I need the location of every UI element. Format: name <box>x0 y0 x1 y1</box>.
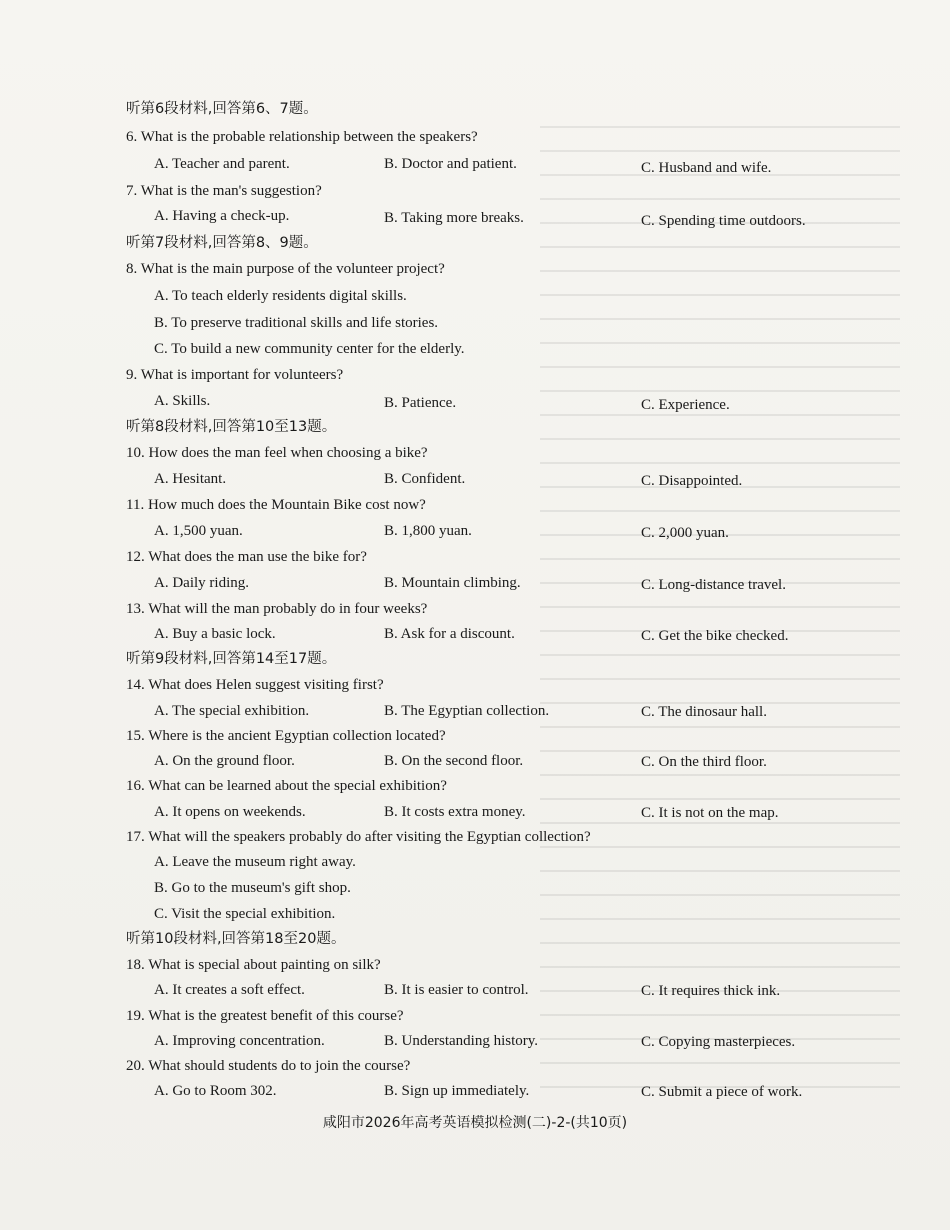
option-b: B. Ask for a discount. <box>384 626 515 642</box>
option-c: C. Submit a piece of work. <box>641 1084 803 1100</box>
option-b: B. Patience. <box>384 395 457 411</box>
option-b: B. Go to the museum's gift shop. <box>154 880 351 896</box>
question-stem: 11. How much does the Mountain Bike cost now? <box>126 497 426 513</box>
section-heading: 听第8段材料,回答第10至13题。 <box>126 419 337 435</box>
section-heading: 听第9段材料,回答第14至17题。 <box>126 651 337 667</box>
option-b: B. Understanding history. <box>384 1033 539 1049</box>
option-b: B. On the second floor. <box>384 753 524 769</box>
option-b: B. It is easier to control. <box>384 982 529 998</box>
question-stem: 17. What will the speakers probably do after visiting the Egyptian collection? <box>126 829 591 845</box>
option-a: A. To teach elderly residents digital skills. <box>154 288 407 304</box>
question-stem: 7. What is the man's suggestion? <box>126 183 322 199</box>
option-a: A. Daily riding. <box>154 575 249 591</box>
question-stem: 9. What is important for volunteers? <box>126 367 344 383</box>
option-c: C. It is not on the map. <box>641 805 779 821</box>
option-c: C. The dinosaur hall. <box>641 704 767 720</box>
option-a: A. Hesitant. <box>154 471 227 487</box>
option-b: B. Taking more breaks. <box>384 210 524 226</box>
option-b: B. Mountain climbing. <box>384 575 521 591</box>
option-c: C. Disappointed. <box>641 473 743 489</box>
option-a: A. It creates a soft effect. <box>154 982 305 998</box>
option-c: C. Get the bike checked. <box>641 628 789 644</box>
option-a: A. Having a check-up. <box>154 208 290 224</box>
question-stem: 8. What is the main purpose of the volunteer project? <box>126 261 445 277</box>
section-heading: 听第7段材料,回答第8、9题。 <box>126 235 318 251</box>
option-a: A. Leave the museum right away. <box>154 854 356 870</box>
page-footer: 咸阳市2026年高考英语模拟检测(二)-2-(共10页) <box>322 1115 628 1131</box>
option-c: C. Long-distance travel. <box>641 577 786 593</box>
option-b: B. It costs extra money. <box>384 804 526 820</box>
option-c: C. Spending time outdoors. <box>641 213 806 229</box>
option-a: A. Buy a basic lock. <box>154 626 276 642</box>
option-c: C. Husband and wife. <box>641 160 772 176</box>
option-b: B. The Egyptian collection. <box>384 703 550 719</box>
option-a: A. Skills. <box>154 393 211 409</box>
option-b: B. Confident. <box>384 471 466 487</box>
option-a: A. It opens on weekends. <box>154 804 306 820</box>
question-stem: 15. Where is the ancient Egyptian collection located? <box>126 728 446 744</box>
option-b: B. Sign up immediately. <box>384 1083 530 1099</box>
question-stem: 13. What will the man probably do in four weeks? <box>126 601 428 617</box>
option-a: A. Teacher and parent. <box>154 156 290 172</box>
question-stem: 14. What does Helen suggest visiting first? <box>126 677 384 693</box>
question-stem: 6. What is the probable relationship between the speakers? <box>126 129 478 145</box>
question-stem: 18. What is special about painting on silk? <box>126 957 381 973</box>
show-through-background <box>540 110 900 1110</box>
option-c: C. To build a new community center for the elderly. <box>154 341 465 357</box>
option-c: C. On the third floor. <box>641 754 767 770</box>
option-a: A. Improving concentration. <box>154 1033 325 1049</box>
option-a: A. On the ground floor. <box>154 753 295 769</box>
option-b: B. 1,800 yuan. <box>384 523 472 539</box>
option-c: C. It requires thick ink. <box>641 983 781 999</box>
option-a: A. The special exhibition. <box>154 703 310 719</box>
section-heading: 听第6段材料,回答第6、7题。 <box>126 101 318 117</box>
option-b: B. To preserve traditional skills and life stories. <box>154 315 439 331</box>
option-c: C. Copying masterpieces. <box>641 1034 796 1050</box>
option-a: A. Go to Room 302. <box>154 1083 277 1099</box>
question-stem: 20. What should students do to join the course? <box>126 1058 411 1074</box>
option-c: C. 2,000 yuan. <box>641 525 729 541</box>
option-c: C. Experience. <box>641 397 730 413</box>
question-stem: 19. What is the greatest benefit of this course? <box>126 1008 404 1024</box>
option-c: C. Visit the special exhibition. <box>154 906 336 922</box>
section-heading: 听第10段材料,回答第18至20题。 <box>126 931 346 947</box>
option-b: B. Doctor and patient. <box>384 156 517 172</box>
option-a: A. 1,500 yuan. <box>154 523 243 539</box>
question-stem: 16. What can be learned about the special exhibition? <box>126 778 447 794</box>
question-stem: 10. How does the man feel when choosing a bike? <box>126 445 428 461</box>
question-stem: 12. What does the man use the bike for? <box>126 549 367 565</box>
